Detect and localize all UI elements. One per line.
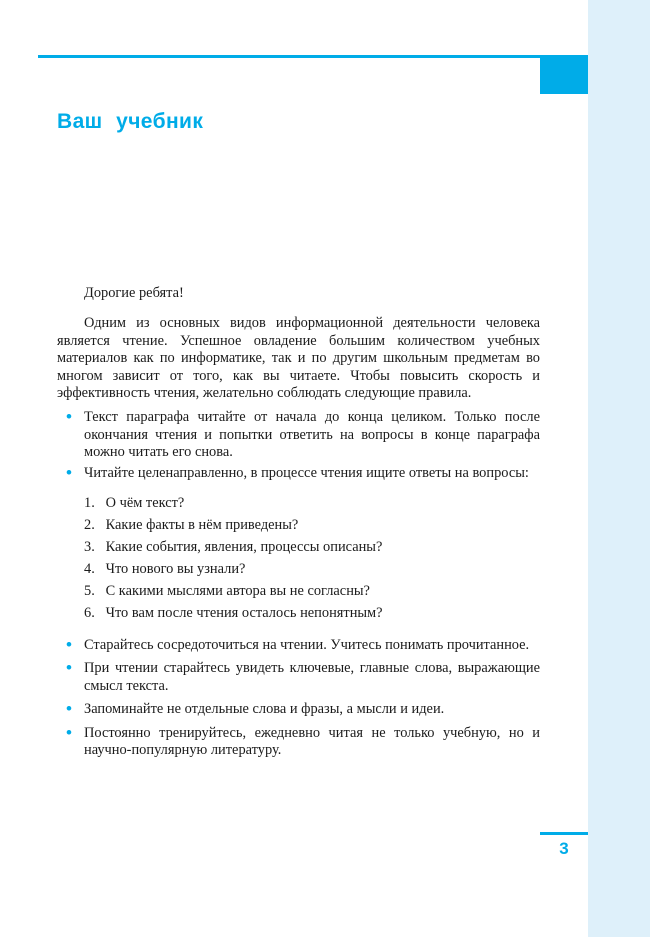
- list-item: [57, 637, 540, 654]
- list-item-text: Что вам после чтения осталось непонятным?: [105, 604, 383, 621]
- list-item-text: Старайтесь сосредоточиться на чтении. Учитесь понимать прочитанное.: [84, 637, 530, 653]
- list-item-text: Запоминайте не отдельные слова и фразы, а мысли и идеи.: [84, 701, 445, 718]
- list-item-text: С какими мыслями автора вы не согласны?: [105, 582, 370, 599]
- reading-rules-list: [57, 409, 540, 482]
- list-item: [57, 409, 540, 461]
- list-item: [84, 561, 540, 578]
- page-title: Ваш учебник: [57, 110, 204, 133]
- list-item: [57, 660, 540, 695]
- list-item: [84, 583, 540, 600]
- page-content: [57, 285, 540, 765]
- list-item: [84, 539, 540, 556]
- list-item-text: Что нового вы узнали?: [105, 560, 246, 577]
- list-item: [57, 465, 540, 482]
- list-item: [84, 605, 540, 622]
- header-rule: [38, 55, 588, 58]
- page-number: 3: [559, 839, 569, 858]
- footer-rule: [540, 832, 588, 835]
- list-item-text: О чём текст?: [105, 495, 185, 512]
- greeting-line: Дорогие ребята!: [84, 285, 184, 301]
- intro-paragraph: Одним из основных видов информационной деятельности человека является чтение. Успешное овладение большим количеством учебных материалов как по информатике, так и по другим школьным предметам во многом зависит от того, как вы читаете. Чтобы повысить скорость и эффективность чтения, желательно соблюдать следующие правила.: [57, 315, 540, 402]
- list-item-text: Читайте целенаправленно, в процессе чтения ищите ответы на вопросы:: [84, 464, 529, 481]
- list-item-text: Какие факты в нём приведены?: [105, 516, 299, 533]
- questions-list: [57, 495, 540, 622]
- list-item: [57, 701, 540, 718]
- list-item-text: Постоянно тренируйтесь, ежедневно читая не только учебную, но и научно-популярную литературу.: [84, 724, 540, 759]
- chapter-tab: [540, 55, 588, 94]
- reading-tips-list: [57, 637, 540, 759]
- list-item: [84, 495, 540, 512]
- list-item: [57, 725, 540, 760]
- list-item-text: При чтении старайтесь увидеть ключевые, главные слова, выражающие смысл текста.: [84, 660, 540, 694]
- right-margin-panel: [588, 0, 650, 937]
- list-item-text: Текст параграфа читайте от начала до конца целиком. Только после окончания чтения и попытки ответить на вопросы в конце параграфа можно читать его снова.: [84, 409, 540, 461]
- list-item-text: Какие события, явления, процессы описаны?: [105, 538, 383, 555]
- list-item: [84, 517, 540, 534]
